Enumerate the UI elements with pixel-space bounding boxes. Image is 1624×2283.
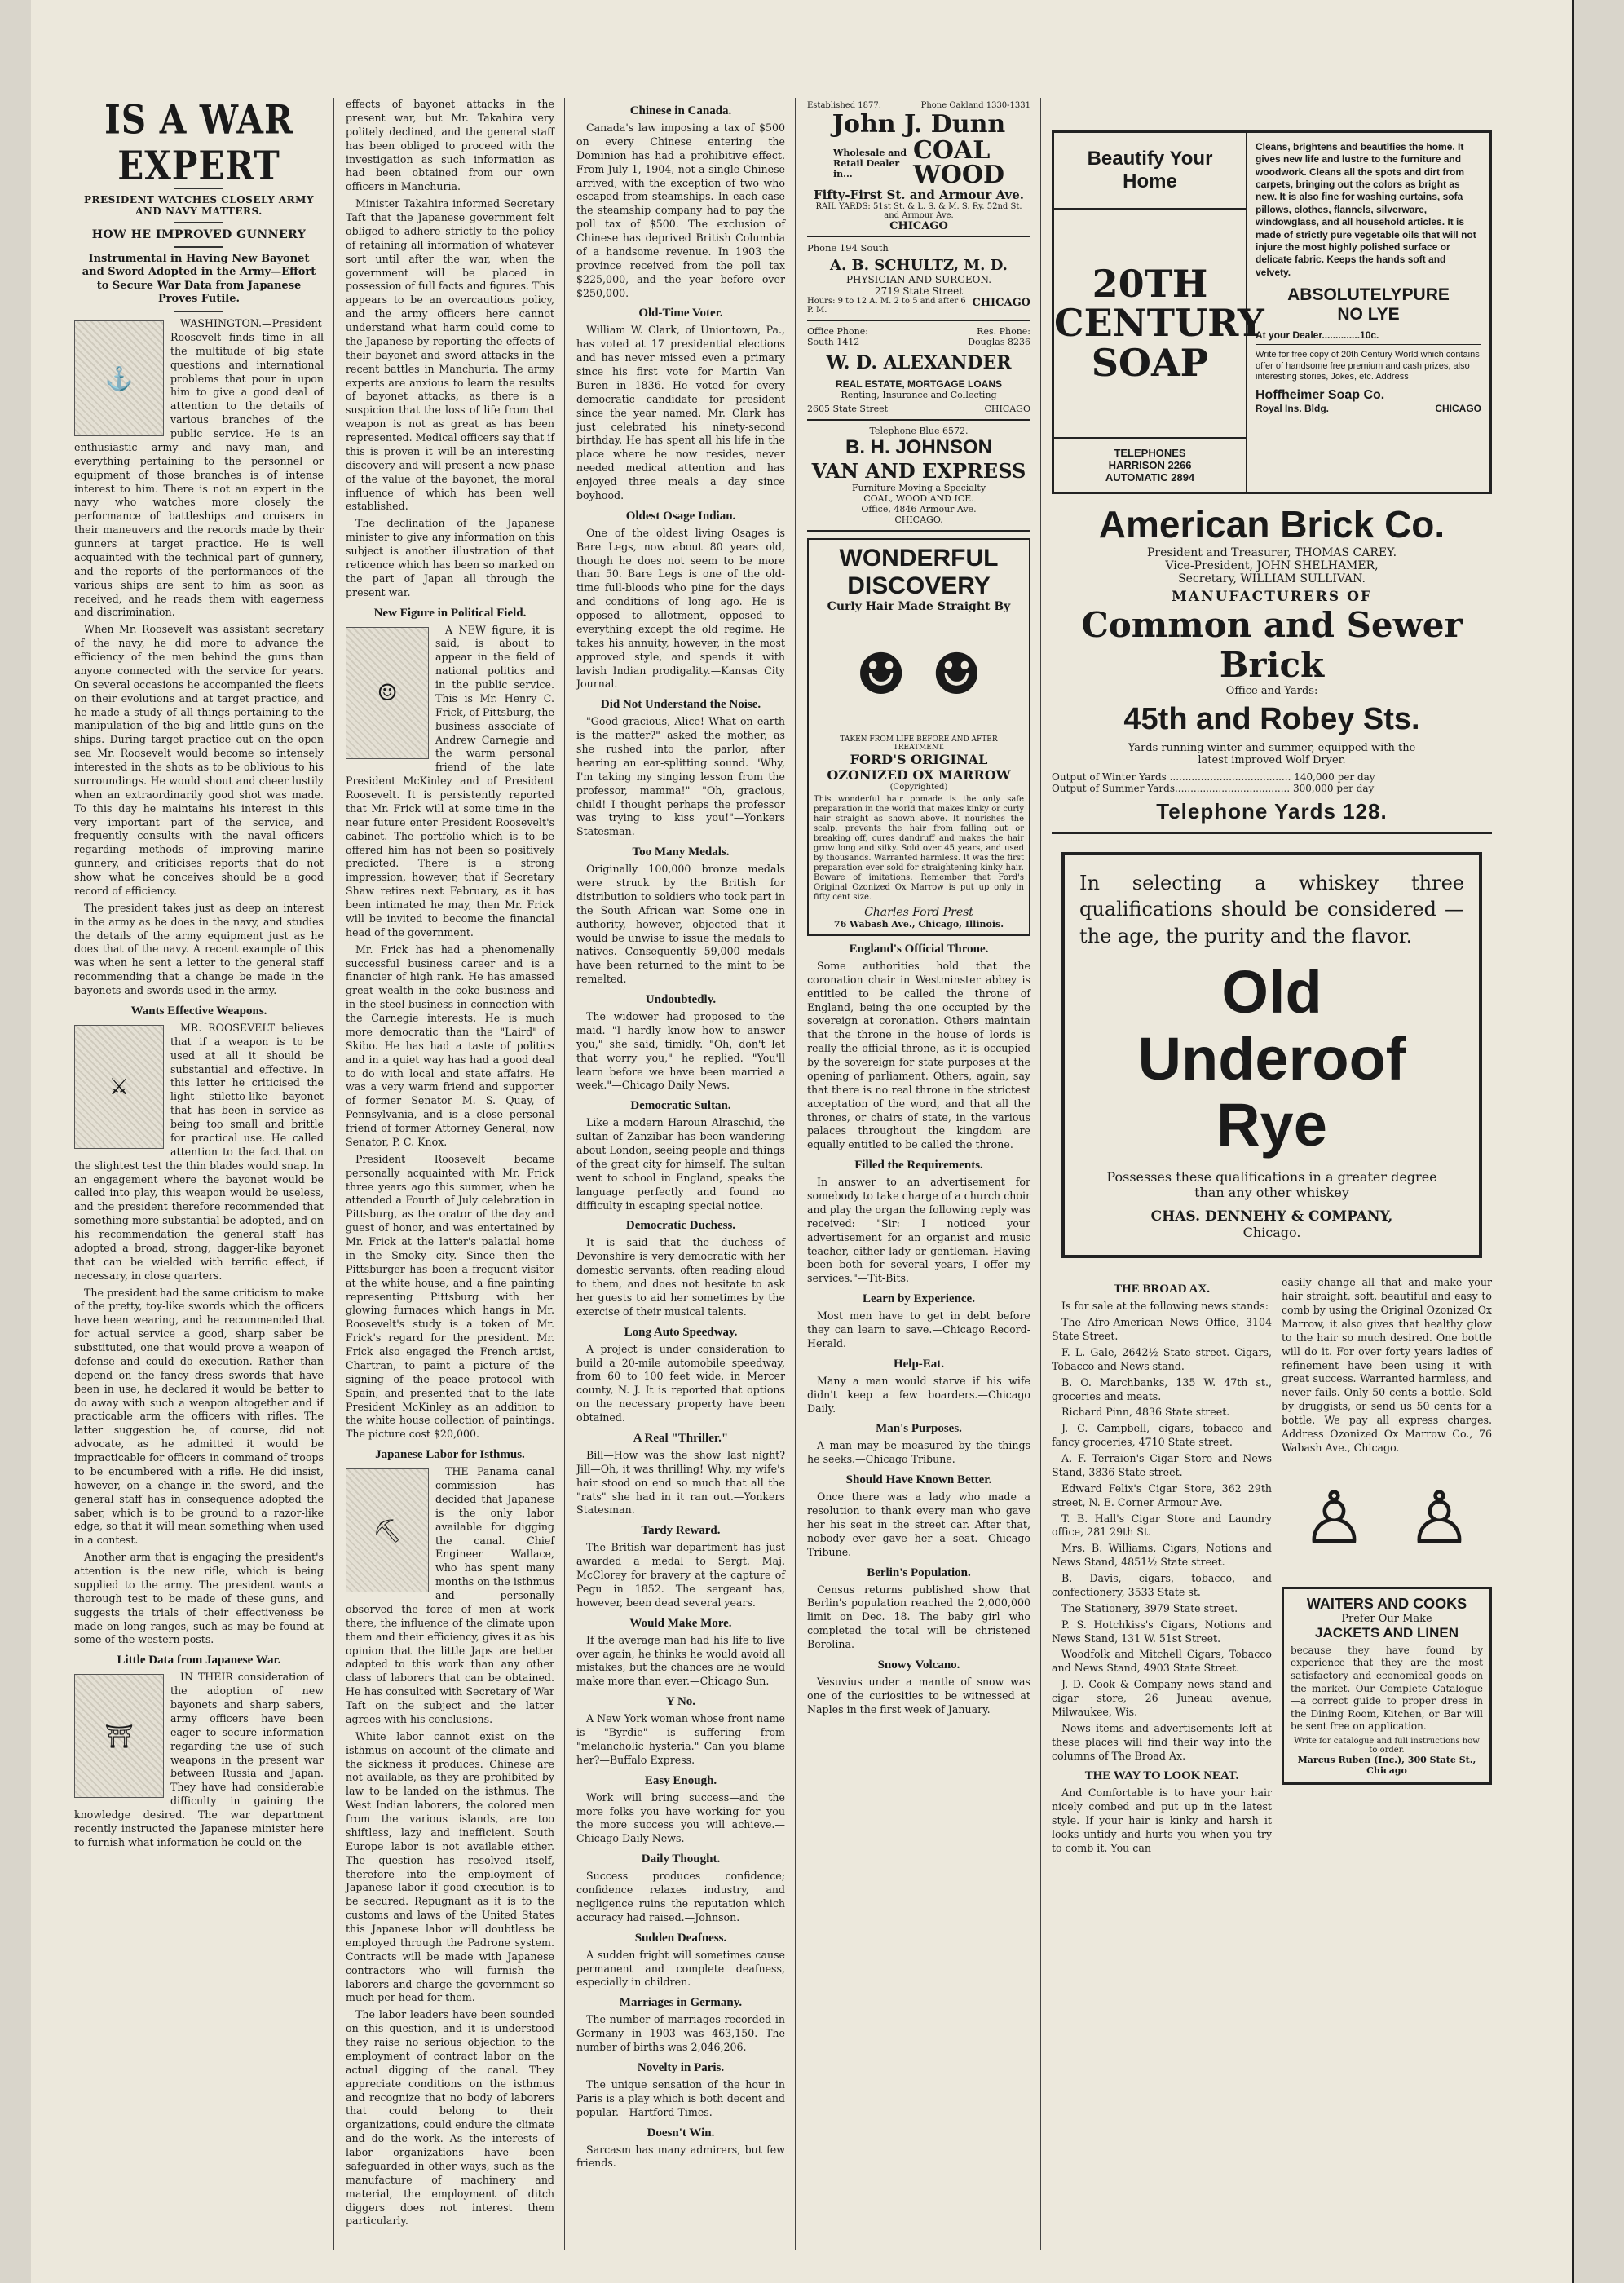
waiters-ad: WAITERS AND COOKS Prefer Our Make JACKETS AND LINEN because they have found by experience that they are the most satisfactory and economical goods on the market. Our Complete Catalogue—a correct guide to proper dress in the Dining Room, Kitchen, or Bar will be sent free on application. Write for catalogue and full instructions how to order. Marcus Ruben (Inc.), 300 State St., Chicago [1282,1587,1492,1785]
subhead: HOW HE IMPROVED GUNNERY [91,228,307,241]
article-paragraph: Like a modern Haroun Alraschid, the sultan of Zanzibar has been wandering about London, seeing people and things of the great city for himself. The sultan went to school in England, speaks the language perfectly and found no difficulty in escaping special notice. [576,1116,785,1212]
alexander-ad: Office Phone: Res. Phone: South 1412 Douglas 8236 W. D. ALEXANDER REAL ESTATE, MORTGAGE LOANS Renting, Insurance and Collecting 2605 State Street CHICAGO [807,321,1030,421]
headline: IS A WAR EXPERT [104,98,293,189]
column-2 [339,98,561,2259]
after-portrait: ☻ [931,640,982,708]
article-paragraph: Some authorities hold that the coronation chair in Westminster abbey is entitled to be called the throne of England, being the one occupied by the sovereign at coronation. Others maintain that the throne in the house of lords is really the official throne, as it is occupied by the sovereign for state purposes at the opening of parliament. Others, again, say that there is no real throne in the strictest acceptation of the word, and that all the thrones, or chairs of state, in the various palaces throughout the kingdom are equally entitled to be called the throne. [807,959,1030,1151]
article-paragraph: A project is under consideration to build a 20-mile automobile speedway, from 60 to 100 feet wide, in Mercer county, N. J. It is reported that options on the necessary property have been obtained. [576,1342,785,1424]
article-paragraph: A New York woman whose front name is "Byrdie" is suffering from "melancholic hysteria." Can you blame her?—Buffalo Express. [576,1712,785,1766]
section-heading: Did Not Understand the Noise. [600,698,761,712]
section-heading: Chinese in Canada. [629,104,732,117]
article-paragraph: MR. ROOSEVELT believes that if a weapon is to be used at all it should be substantial and effective. In this letter he criticised the light stiletto-like bayonet that has been in service as being too small and brittle for practical use. He called attention to the fact that on the slightest test the thin blades would snap. In an engagement where the bayonet would be called into play, this weapon would be useless, and the president therefore recommended that something more substantial be adopted, and on his recommendation the general staff has adopted a broad, strong, dagger-like bayonet that can be wielded with terrific effect, if necessary, in close quarters. [74,1021,324,1282]
article-paragraph: President Roosevelt became personally acquainted with Mr. Frick three years ago this summer, when he attended a Fourth of July celebration in Pittsburg, as the orator of the day and guest of honor, and was entertained by Mr. Frick at the latter's palatial home in the Smoky city. Since then the Pittsburger has been a frequent visitor at the white house, and a fine painting representing Pittsburg with her glowing furnaces which hangs in Mr. Roosevelt's study is a token of Mr. Frick's regard for the president. Mr. Frick also engaged the French artist, Chartran, to paint a picture of the signing of the peace protocol with Spain, and presented that to the late President McKinley as an addition to the white house collection of paintings. The picture cost $20,000. [346,1152,554,1441]
article-paragraph: Most men have to get in debt before they can learn to save.—Chicago Record-Herald. [807,1309,1030,1349]
broad-ax-list: THE BROAD AX. Is for sale at the following news stands: The Afro-American News Office, 3104 State Street. F. L. Gale, 2642½ State street. Cigars, Tobacco and News stand. B. O. Marchbanks, 135 W. 47th st., groceries and meats. Richard Pinn, 4836 State street. J. C. Campbell, cigars, tobacco and fancy groceries, 4710 State street. A. F. Terraion's Cigar Store and News Stand, 3836 State street. Edward Felix's Cigar Store, 362 29th street, N. E. Corner Armour Ave. T. B. Hall's Cigar Store and Laundry office, 281 29th St. Mrs. B. Williams, Cigars, Notions and News Stand, 4851½ State street. B. Davis, cigars, tobacco, and confectionery, 3533 State st. The Stationery, 3979 State street. P. S. Hotchkiss's Cigars, Notions and News Stand, 131 W. 51st Street. Woodfolk and Mitchell Cigars, Tobacco and News Stand, 4903 State Street. J. D. Cook & Company news stand and cigar store, 26 Juneau avenue, Milwaukee, Wis. News items and advertisements left at these places will find their way into the columns of The Broad Ax. THE WAY TO LOOK NEAT. And Comfortable is to have your hair nicely combed and put up in the latest style. If your hair is kinky and harsh it looks untidy and hurts you when you try to comb it. You can [1052,1283,1272,1854]
section-heading: Wants Effective Weapons. [130,1004,267,1018]
article-paragraph: One of the oldest living Osages is Bare Legs, now about 80 years old, though he does not seem to be more than 50. Bare Legs is one of the old-time full-bloods who pine for the days and conditions of long ago. He is opposed to allotment, opposed to everything except the old regime. He takes his annuity, however, in the most approved style, and spends it with lavish Indian prodigality.—Kansas City Journal. [576,526,785,691]
section-heading: Democratic Sultan. [630,1099,731,1113]
soldier-illustration: ⚔ [74,1025,164,1149]
article-paragraph: A sudden fright will sometimes cause permanent and complete deafness, especially in children. [576,1948,785,1989]
article-paragraph: A man may be measured by the things he seeks.—Chicago Tribune. [807,1439,1030,1466]
section-heading: Sudden Deafness. [634,1931,727,1945]
section-heading: A Real "Thriller." [633,1431,729,1445]
article-paragraph: IN THEIR consideration of the adoption of new bayonets and sharp sabers, army officers have been eager to secure information regarding the use of such weapons in the present war between Russia and Japan. They have had considerable difficulty in gaining the knowledge desired. The war department recently instructed the Japanese minister here to furnish what information he could on the [74,1671,324,1848]
article-paragraph: Bill—How was the show last night? Jill—Oh, it was thrilling! Why, my wife's hair stood on end so much that all the "rats" she had in it ran out.—Yonkers Statesman. [576,1448,785,1517]
johnson-ad: Telephone Blue 6572. B. H. JOHNSON VAN AND EXPRESS Furniture Moving a Specialty COAL, WOOD AND ICE. Office, 4846 Armour Ave. CHICAGO. [807,421,1030,532]
section-heading: Filled the Requirements. [854,1159,983,1172]
column-rule [795,98,796,2250]
section-heading: Long Auto Speedway. [624,1325,738,1339]
article-paragraph: THE Panama canal commission has decided that Japanese is the only labor available for digging the canal. Chief Engineer Wallace, who has spent many months on the isthmus and personally observed the force of men at work there, the influence of the climate upon them and their efficiency, gives it as his opinion that the little Japs are better adapted to this work than any other class of laborers that can be obtained. He has consulted with Secretary of War Taft on the subject and the latter agrees with his conclusions. [346,1465,554,1725]
section-heading: Help-Eat. [893,1357,945,1371]
article-paragraph: William W. Clark, of Uniontown, Pa., has voted at 17 presidential elections and has never missed even a primary since his first vote for Martin Van Buren in 1836. He voted for every democratic candidate for president since the year named. Mr. Clark has just celebrated his ninety-second birthday. He has spent all his life in the place where he now resides, never needed medical attention and has enjoyed three meals a day since boyhood. [576,324,785,501]
whiskey-ad: In selecting a whiskey three qualifications should be considered — the age, the purity and the flavor. Old Underoof Rye Possesses these qualifications in a greater degree than any other whiskey CHAS. DENNEHY & COMPANY, Chicago. [1061,852,1482,1258]
article-paragraph: The declination of the Japanese minister to give any information on this subject is another illustration of that reticence which has been so marked on the part of Japan all through the present war. [346,517,554,598]
section-heading: Marriages in Germany. [619,1996,743,2010]
article-paragraph: Vesuvius under a mantle of snow was one of the curiosities to be witnessed at Naples in the first week of January. [807,1675,1030,1716]
article-paragraph: Success produces confidence; confidence relaxes industry, and negligence ruins the reputation which accuracy had raised.—Johnson. [576,1870,785,1923]
article-paragraph: Originally 100,000 bronze medals were struck by the British for distribution to soldiers who took part in the South African war. Some one in authority, however, objected that it would be unwise to issue the medals to natives. Consequently 59,000 medals have been returned to the mint to be remelted. [576,863,785,986]
article-paragraph: WASHINGTON.—President Roosevelt finds time in all the multitude of big state questions and international problems that pour in upon him to give a good deal of attention to the details of various branches of the public service. He is an enthusiastic army and navy man, and everything pertaining to the personnel or equipment of those branches is of intense interest to him. There is not an expert in the navy who watches more closely the performance of battleships and cruisers in their maneuvers and the records made by their gunners at target practice. He is well acquainted with the technical part of gunnery, and the reports of the performances of the various ships are sent to him as soon as received, and he reads them with eagerness and discrimination. [74,317,324,619]
column-3 [570,98,792,2259]
section-heading: England's Official Throne. [849,942,989,956]
article-paragraph: The British war department has just awarded a medal to Sergt. Maj. McClorey for bravery at the capture of Pegu in 1852. The sergeant has, however, been dead several years. [576,1541,785,1609]
section-heading: Old-Time Voter. [638,307,723,320]
article-paragraph: Mr. Frick has had a phenomenally successful business career and is a financier of high rank. He has amassed great wealth in the coke business and in the steel business in connection with the Carnegie interests. He is much more democratic than the "Laird" of Skibo. He has had a taste of politics and in a quiet way has had a good deal to do with local and state affairs. He was a very warm friend and supporter of former Senator M. S. Quay, of Pennsylvania, and is a close personal friend of former Attorney General, now Senator, P. C. Knox. [346,943,554,1148]
article-paragraph: The president had the same criticism to make of the pretty, toy-like swords which the officers have been wearing, and he recommended that for actual service a good, sharp saber be substituted, one that would prove a weapon of defense and could do execution. Rather than depend on the fancy dress swords that have been in use, he declared it would be better to do away with such a weapon altogether and if practicable arm the officers with rifles. The latter suggestion he, of course, did not advocate, as he admitted it would be impracticable for officers in command of troops to be encumbered with a rifle. He did insist, however, on a change in the sword, and the general staff has in consequence adopted the saber, which is to be ground to a razor-like edge, so that it will mean something when used in a contest. [74,1286,324,1547]
article-paragraph: It is said that the duchess of Devonshire is very democratic with her domestic servants, often reading aloud to them, and does not hesitate to ask her guests to aid her sometimes by the exercise of their musical talents. [576,1236,785,1318]
battleship-illustration: ⚓ [74,320,164,436]
deck: Instrumental in Having New Bayonet and Sword Adopted in the Army—Effort to Secure War Data from Japanese Proves Futile. [82,253,316,305]
article-paragraph: In answer to an advertisement for somebody to take charge of a church choir and play the organ the following reply was received: "Sir: I noticed your advertisement for an organist and music teacher, either lady or gentleman. Having been both for several years, I offer my services."—Tit-Bits. [807,1176,1030,1285]
section-heading: Undoubtedly. [645,993,717,1006]
schultz-ad: Phone 194 South A. B. SCHULTZ, M. D. PHYSICIAN AND SURGEON. 2719 State Street Hours: 9 to 12 A. M. 2 to 5 and after 6 P. M. CHICAGO [807,237,1030,321]
section-heading: Novelty in Paris. [637,2060,725,2074]
japan-illustration: ⛩ [74,1674,164,1798]
section-heading: Berlin's Population. [867,1565,971,1579]
section-heading: Japanese Labor for Isthmus. [375,1448,525,1462]
article-paragraph: Census returns published show that Berlin's population reached the 2,000,000 limit on Dec. 18. The baby girl who completed the total will be christened Berolina. [807,1583,1030,1651]
article-paragraph: The unique sensation of the hour in Paris is a play which is both decent and popular.—Hartford Times. [576,2078,785,2118]
article-paragraph: When Mr. Roosevelt was assistant secretary of the navy, he did more to advance the efficiency of the men behind the guns than anyone connected with the service for years. On several occasions he accompanied the fleets on their evolutions and at target practice, and he made a study of all things pertaining to the manipulation of the big and little guns on the ships. During target practice out on the open sea Mr. Roosevelt would become so intensely interested in the shots as to be oblivious to his surroundings. He would shout and cheer lustily when an extraordinarily good shot was made. To this day he maintains his interest in this very important part of the service, and frequently consults with the naval officers regarding methods of improving marine gunnery, and criticises reports that do not show what he conceives should be a good record of efficiency. [74,623,324,897]
section-heading: Democratic Duchess. [625,1219,736,1233]
article-paragraph: The president takes just as deep an interest in the army as he does in the navy, and studies the details of the army equipment just as he does that of the navy. A recent example of this was when he sent a letter to the general staff recommending that a change be made in the bayonets and swords used in the army. [74,901,324,996]
dunn-ad: Established 1877. Phone Oakland 1330-1331 John J. Dunn Wholesale and Retail Dealer in... COAL WOOD Fifty-First St. and Armour Ave. RAIL YARDS: 51st St. & L. S. & M. S. Ry. 52nd St. and Armour Ave. CHICAGO [807,98,1030,237]
article-paragraph: effects of bayonet attacks in the present war, but Mr. Takahira very politely declined, and the general staff has been obliged to proceed with the investigation as such information as had been obtained from our own officers in Manchuria. [346,98,554,193]
section-heading: Doesn't Win. [647,2126,715,2139]
section-heading: Tardy Reward. [641,1524,721,1538]
section-heading: Daily Thought. [641,1852,721,1866]
article-paragraph: Canada's law imposing a tax of $500 on every Chinese entering the Dominion has had a prohibitive effect. From July 1, 1904, not a single Chinese arrived, with the exception of two who escaped from steamships. In each case the steamship company had to pay the poll tax of $500. The exclusion of Chinese has deprived British Columbia of a handsome revenue. In 1903 the province received from the poll tax $225,000, and the year before over $250,000. [576,121,785,299]
waiter-figure: ♙ [1406,1476,1472,1562]
article-paragraph: The number of marriages recorded in Germany in 1903 was 463,150. The number of births was 2,046,206. [576,2013,785,2053]
section-heading: Little Data from Japanese War. [117,1654,281,1667]
article-paragraph: Once there was a lady who made a resolution to thank every man who gave her his seat in the street car. After that, nobody ever gave her a seat.—Chicago Tribune. [807,1490,1030,1558]
canal-illustration: ⛏ [346,1468,429,1592]
section-heading: Man's Purposes. [876,1422,962,1436]
newspaper-page [31,0,1574,2283]
column-4 [801,98,1037,2259]
section-heading: New Figure in Political Field. [373,606,527,620]
section-heading: Should Have Known Better. [845,1473,992,1487]
article-paragraph: Minister Takahira informed Secretary Taft that the Japanese government felt obliged to adhere strictly to the policy of retaining all information of whatever sort until after the war, when the government will be placed in possession of full facts and figures. This appears to be an overcautious policy, and the army officers here cannot understand what harm could come to the Japanese by reporting the effects of their bayonet and sword attacks in the recent battles in Manchuria. The army experts are anxious to learn the results of bayonet attacks, as there is a suspicion that the loss of life from that weapon is not as great as has been represented. Medical officers say that if this is proven it will be an interesting discovery and will present a new phase of the value of the bayonet, the moral influence of which has been well established. [346,197,554,513]
article-paragraph: Many a man would starve if his wife didn't keep a few boarders.—Chicago Daily. [807,1374,1030,1415]
article-paragraph: The labor leaders have been sounded on this question, and it is understood they raise no serious objection to the employment of contract labor on the actual digging of the canal. They appreciate conditions on the isthmus and recognize that no body of laborers that could belong to their organizations, could endure the climate and do the work. As the interests of labor organizations have been safeguarded in other ways, such as the manufacture of machinery and material, the employment of ditch diggers does not interest them particularly. [346,2008,554,2228]
article-paragraph: Another arm that is engaging the president's attention is the new rifle, which is being supplied to the army. The president wants a thorough test to be made of these guns, and suggests the trials of their effectiveness be made on long ranges, such as may be found at some of the western posts. [74,1551,324,1646]
article-paragraph: If the average man had his life to live over again, he thinks he would avoid all mistakes, but the chances are he would make more than ever.—Chicago Sun. [576,1633,785,1688]
column-rule [333,98,334,2250]
article-paragraph: Work will bring success—and the more folks you have working for you the more success you will achieve.—Chicago Daily News. [576,1791,785,1845]
subhead: PRESIDENT WATCHES CLOSELY ARMY AND NAVY MATTERS. [83,194,315,217]
column-rule [1040,98,1041,2250]
section-heading: Learn by Experience. [863,1292,975,1306]
article-paragraph: The widower had proposed to the maid. "I hardly know how to answer you," she said, timidly. "Oh, don't let that worry you," he replied. "You'll learn before we have been married a week."—Chicago Daily News. [576,1010,785,1092]
article-paragraph: Sarcasm has many admirers, but few friends. [576,2143,785,2170]
waiters-illustration [1282,1458,1492,1580]
soap-ad: Beautify Your Home 20TH CENTURY SOAP TELEPHONES HARRISON 2266 AUTOMATIC 2894 Cleans, brightens and beautifies the home. It gives new life and lustre to the furniture and woodwork. Cleans all the spots and dirt from carpets, bringing out the colors as bright as new. It is also fine for washing curtains, sofa pillows, clothes, flannels, silverware, windowglass, and all household articles. It is made of strictly pure vegetable oils that will not injure the most highly polished surface or delicate fabric. Keeps the hands soft and velvety. ABSOLUTELYPURE NO LYE At your Dealer..............10c. Write for free copy of 20th Century World which contains offer of handsome free premium and cash prizes, also interesting stories, Jokes, etc. Address Hoffheimer Soap Co. Royal Ins. Bldg. CHICAGO [1052,130,1492,494]
article-paragraph: A NEW figure, it is said, is about to appear in the field of national politics and in the public service. This is Mr. Henry C. Frick, of Pittsburg, the business associate of Andrew Carnegie and the warm personal friend of the late President McKinley and of President Roosevelt. It is persistently reported that Mr. Frick will at some time in the near future enter President Roosevelt's cabinet. The portfolio which is to be offered him has not been so positively predicted. There is a strong impression, however, that if Secretary Shaw retires next February, as it has been intimated he may, then Mr. Frick will be invited to become the financial head of the government. [346,623,554,938]
portrait-illustration: ☺ [346,627,429,759]
before-after-portraits [814,613,1024,735]
brick-ad: American Brick Co. President and Treasurer, THOMAS CAREY. Vice-President, JOHN SHELHAMER, Secretary, WILLIAM SULLIVAN. MANUFACTURERS OF Common and Sewer Brick Office and Yards: 45th and Robey Sts. Yards running winter and summer, equipped with the latest improved Wolf Dryer. Output of Winter Yards ....................................... 140,000 per day Output of Summer Yards..................................... 300,000 per day Telephone Yards 128. [1052,494,1492,834]
before-portrait: ☻ [855,640,907,708]
section-heading: Y No. [665,1695,696,1709]
cook-figure: ♙ [1301,1476,1367,1562]
article-paragraph: White labor cannot exist on the isthmus on account of the climate and the sickness it produces. Chinese are not available, as they are prohibited by law to be landed on the isthmus. The West Indian laborers, the colored men from the various islands, are too shiftless, lazy and inefficient. South Europe labor is not available either. The question has resolved itself, therefore into the employment of Japanese labor if good execution is to be secured. Repugnant as it is to the customs and laws of the United States this Japanese labor will doubtless be employed through the Padrone system. Contracts will be made with Japanese contractors who will furnish the laborers and charge the government so much per head for them. [346,1729,554,2004]
column-rule [564,98,565,2250]
column-1 [68,98,330,2259]
section-heading: Would Make More. [629,1616,732,1630]
section-heading: Snowy Volcano. [877,1658,960,1671]
section-heading: Oldest Osage Indian. [625,509,736,523]
section-heading: Easy Enough. [644,1773,717,1787]
article-paragraph: "Good gracious, Alice! What on earth is the matter?" asked the mother, as she rushed into the parlor, after hearing an ear-splitting sound. "Why, I'm taking my singing lesson from the professor, mamma!" "Oh, gracious, child! I thought perhaps the professor was trying to kiss you!"—Yonkers Statesman. [576,715,785,838]
section-heading: Too Many Medals. [632,846,730,859]
column-5: Beautify Your Home 20TH CENTURY SOAP TELEPHONES HARRISON 2266 AUTOMATIC 2894 Cleans, brightens and beautifies the home. It gives new life and lustre to the furniture and woodwork. Cleans all the spots and dirt from carpets, bringing out the colors as bright as new. It is also fine for washing curtains, sofa pillows, clothes, flannels, silverware, windowglass, and all household articles. It is made of strictly pure vegetable oils that will not injure the most highly polished surface or delicate fabric. Keeps the hands soft and velvety. ABSOLUTELYPURE NO LYE At your Dealer..............10c. Write for free copy of 20th Century World which contains offer of handsome free premium and cash prizes, also interesting stories, Jokes, etc. Address Hoffheimer Soap Co. Royal Ins. Bldg. CHICAGO American Brick Co. President and Treasurer, THOMAS CAREY. Vice-President, JOHN SHELHAMER, Secretary, WILLIAM SULLIVAN. MANUFACTURERS OF Common and Sewer Brick Office and Yards: 45th and Robey Sts. Yards running winter and summer, equipped with the latest improved Wolf Dryer. Output of Winter Yards ....................................... 140,000 per day Output of Summer Yards..................................... 300,000 per day Telephone Yards 128. In selecting a whiskey three qualifications should be considered — the age, the purity and the flavor. Old Underoof Rye Possesses these qualifications in a greater degree than any other whiskey CHAS. DENNEHY & COMPANY, Chicago. THE BROAD AX. Is for sale at the following news stands: The Afro-American News Office, 3104 State Street. F. L. Gale, 2642½ State street. Cigars, Tobacco and News stand. B. O. Marchbanks, 135 W. 47th st., groceries and meats. Richard Pinn, 4836 State street. J. C. Campbell, cigars, tobacco and fancy groceries, 4710 State street. A. F. Terraion's Cigar Store and News Stand, 3836 State street. Edward Felix's Cigar Store, 362 29th street, N. E. Corner Armour Ave. T. B. Hall's Cigar Store and Laundry office, 281 29th St. Mrs. B. Williams, Cigars, Notions and News Stand, 4851½ State street. B. Davis, cigars, tobacco, and confectionery, 3533 State st. The Stationery, 3979 State street. P. S. Hotchkiss's Cigars, Notions and News Stand, 131 W. 51st Street. Woodfolk and Mitchell Cigars, Tobacco and News Stand, 4903 State Street. J. D. Cook & Company news stand and cigar store, 26 Juneau avenue, Milwaukee, Wis. News items and advertisements left at these places will find their way into the columns of The Broad Ax. THE WAY TO LOOK NEAT. And Comfortable is to have your hair nicely combed and put up in the latest style. If your hair is kinky and harsh it looks untidy and hurts you when you try to comb it. You can easily change all that and make your hair straight, soft, beautiful and easy to comb by using the Original Ozonized Ox Marrow, it also gives that healthy glow to the hair so much desired. One bottle will do it. For over forty years ladies of refinement have been using it with great success. Warranted harmless, and never fails. Only 50 cents a bottle. Sold by druggists, or send us 50 cents for a bottle. We pay all express charges. Address Ozonized Ox Marrow Co., 76 Wabash Ave., Chicago. ♙ ♙ WAITERS AND COOKS Prefer Our Make JACKETS AND LINEN because they have found by experience that they are the most satisfactory and economical goods on the market. Our Complete Catalogue—a correct guide to proper dress in the Dining Room, Kitchen, or Bar will be sent free on application. Write for catalogue and full instructions how to order. Marcus Ruben (Inc.), 300 State St., Chicago [1045,98,1498,2259]
ox-marrow-ad: WONDERFUL DISCOVERY Curly Hair Made Straight By ☻ ☻ TAKEN FROM LIFE BEFORE AND AFTER TREATMENT. FORD'S ORIGINAL OZONIZED OX MARROW (Copyrighted) This wonderful hair pomade is the only safe preparation in the world that makes kinky or curly hair straight as shown above. It nourishes the scalp, prevents the hair from falling out or breaking off, cures dandruff and makes the hair grow long and silky. Sold over 45 years, and used by thousands. Warranted harmless. It was the first preparation ever sold for straightening kinky hair. Beware of imitations. Remember that Ford's Original Ozonized Ox Marrow is put up only in fifty cent size. Charles Ford Prest 76 Wabash Ave., Chicago, Illinois. [807,538,1030,936]
